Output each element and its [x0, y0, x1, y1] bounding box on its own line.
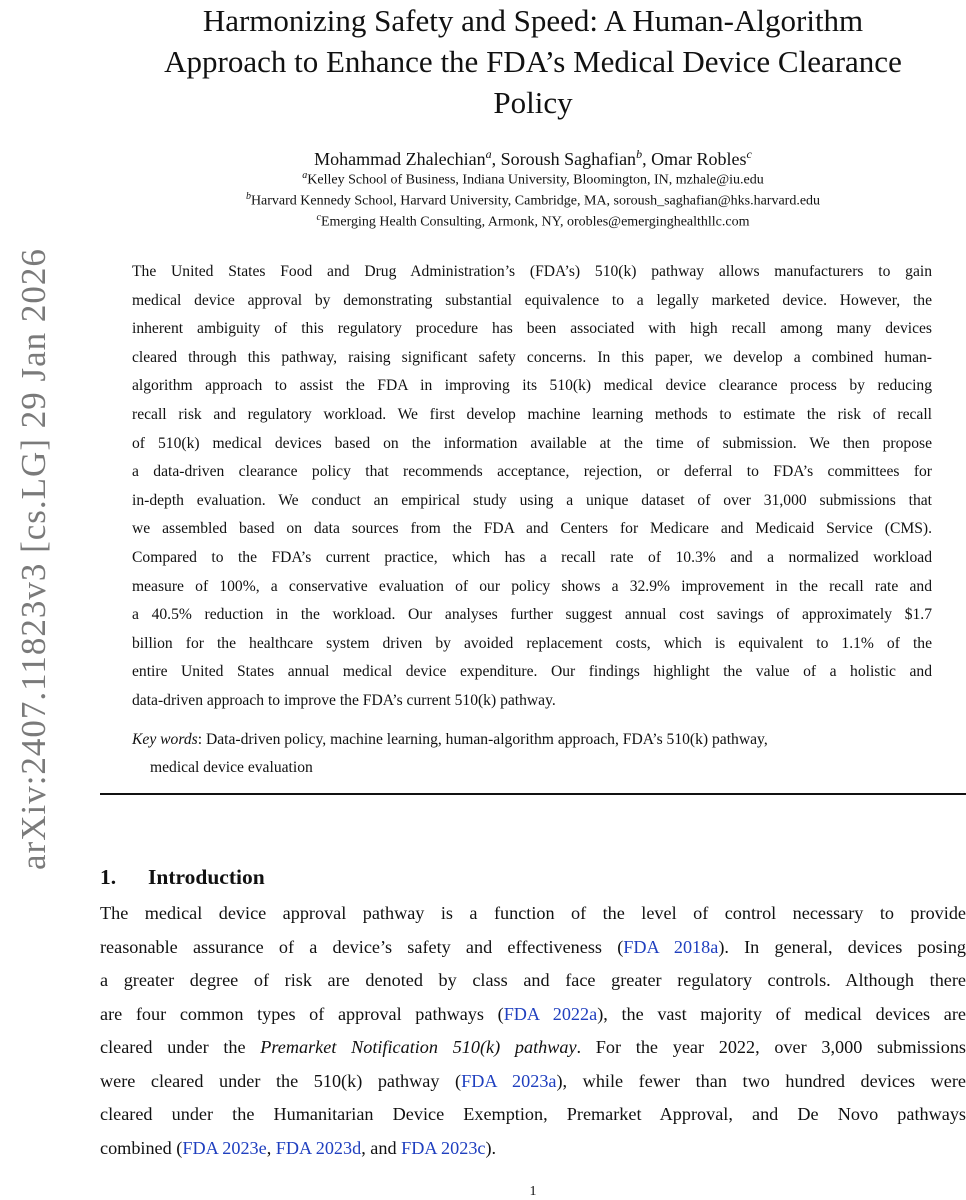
section-title: Introduction	[148, 865, 265, 889]
keywords-label: Key words	[132, 731, 198, 748]
abstract-line: Compared to the FDA’s current practice, which has a recall rate of 10.3% and a normalized workload	[132, 548, 932, 566]
intro-line	[100, 931, 966, 965]
affiliation	[100, 188, 966, 211]
abstract-line: billion for the healthcare system driven by avoided replacement costs, which is equivalent to 1.1% of the	[132, 634, 932, 652]
intro-text: ), the vast majority of medical devices are	[597, 1003, 966, 1024]
intro-line	[100, 1065, 966, 1099]
intro-text: combined (	[100, 1137, 183, 1158]
affiliation-mark: a	[302, 170, 308, 181]
citation-link[interactable]: FDA 2023e	[182, 1137, 267, 1158]
keywords-text: medical device evaluation	[150, 759, 313, 776]
intro-text: ).	[485, 1137, 497, 1158]
affiliation	[100, 167, 966, 190]
abstract-line: entire United States annual medical device expenditure. Our findings highlight the value of a holistic and	[132, 663, 932, 681]
abstract	[132, 258, 932, 716]
intro-emphasis: Premarket Notification 510(k) pathway	[260, 1037, 577, 1057]
affiliation-mark: c	[316, 212, 321, 223]
abstract-line: recall risk and regulatory workload. We first develop machine learning methods to estimate the risk of recall	[132, 405, 932, 423]
affiliation-text: Kelley School of Business, Indiana University, Bloomington, IN, mzhale@iu.edu	[307, 172, 764, 188]
author-affil-mark: c	[746, 147, 752, 161]
citation-link[interactable]: FDA 2023d	[275, 1137, 362, 1158]
intro-line: The medical device approval pathway is a function of the level of control necessary to provide	[100, 903, 966, 923]
abstract-line: cleared through this pathway, raising significant safety concerns. In this paper, we develop a combined human-	[132, 348, 932, 366]
page-number: 1	[529, 1184, 537, 1199]
title-line: Harmonizing Safety and Speed: A Human-Algorithm	[202, 3, 864, 38]
intro-text: ,	[266, 1137, 276, 1158]
intro-line: a greater degree of risk are denoted by class and face greater regulatory controls. Although there	[100, 970, 966, 990]
abstract-line: a data-driven clearance policy that recommends acceptance, rejection, or deferral to FDA’s committees for	[132, 463, 932, 481]
author-list	[100, 143, 966, 170]
intro-text: were cleared under the 510(k) pathway (	[100, 1070, 462, 1091]
citation-link[interactable]: FDA 2022a	[503, 1003, 598, 1024]
keywords-colon: :	[197, 731, 206, 748]
intro-text: ). In general, devices posing	[718, 936, 966, 957]
citation-link[interactable]: FDA 2018a	[623, 936, 719, 957]
title-line: Approach to Enhance the FDA’s Medical Device Clearance	[164, 44, 902, 79]
intro-text: , and	[361, 1137, 402, 1158]
section-number: 1.	[100, 865, 117, 889]
affiliation-text: Emerging Health Consulting, Armonk, NY, orobles@emerginghealthllc.com	[320, 214, 750, 230]
intro-text: reasonable assurance of a device’s safety and effectiveness (	[100, 936, 624, 957]
abstract-line: we assembled based on data sources from the FDA and Centers for Medicare and Medicaid Service (CMS).	[132, 520, 932, 538]
title-line: Policy	[493, 85, 573, 120]
abstract-line: a 40.5% reduction in the workload. Our analyses further suggest annual cost savings of approximately $1.7	[132, 606, 932, 624]
abstract-line: The United States Food and Drug Administration’s (FDA’s) 510(k) pathway allows manufacturers to gain	[132, 263, 932, 280]
abstract-line: data-driven approach to improve the FDA’s current 510(k) pathway.	[132, 691, 556, 709]
intro-line	[100, 998, 966, 1032]
intro-line	[100, 1132, 966, 1166]
intro-line	[100, 1031, 966, 1065]
abstract-line: measure of 100%, a conservative evaluation of our policy shows a 32.9% improvement in the recall rate and	[132, 577, 932, 595]
author-affil-mark: b	[636, 147, 643, 161]
citation-link[interactable]: FDA 2023a	[461, 1070, 557, 1091]
keywords-block	[132, 726, 932, 782]
intro-text: cleared under the	[100, 1037, 261, 1057]
paper-title	[100, 0, 966, 123]
section-heading	[100, 862, 265, 892]
author-separator: ,	[642, 149, 652, 169]
affiliation	[100, 209, 966, 232]
author-name: Soroush Saghafian	[500, 149, 637, 169]
affiliation-text: Harvard Kennedy School, Harvard University, Cambridge, MA, soroush_saghafian@hks.harvard.edu	[250, 193, 821, 209]
intro-text: are four common types of approval pathways (	[100, 1003, 504, 1024]
abstract-line: inherent ambiguity of this regulatory procedure has been associated with high recall among many devices	[132, 320, 932, 338]
intro-line: cleared under the Humanitarian Device Exemption, Premarket Approval, and De Novo pathways	[100, 1104, 966, 1124]
arxiv-identifier-stamp: arXiv:2407.11823v3 [cs.LG] 29 Jan 2026	[14, 248, 53, 870]
affiliation-mark: b	[245, 191, 251, 202]
keywords-text: Data-driven policy, machine learning, human-algorithm approach, FDA’s 510(k) pathway,	[205, 731, 768, 748]
abstract-line: medical device approval by demonstrating substantial equivalence to a legally marketed device. However, the	[132, 291, 932, 309]
author-name: Mohammad Zhalechian	[314, 149, 486, 169]
intro-text: ), while fewer than two hundred devices were	[556, 1070, 966, 1091]
intro-text: . For the year 2022, over 3,000 submissions	[576, 1037, 966, 1057]
author-name: Omar Robles	[651, 149, 747, 169]
section-divider	[100, 793, 966, 795]
author-separator: ,	[491, 149, 501, 169]
author-affil-mark: a	[485, 147, 492, 161]
abstract-line: of 510(k) medical devices based on the information available at the time of submission. We then propose	[132, 434, 932, 452]
abstract-line: in-depth evaluation. We conduct an empirical study using a unique dataset of over 31,000 submissions that	[132, 491, 932, 509]
citation-link[interactable]: FDA 2023c	[401, 1137, 486, 1158]
intro-paragraph	[100, 897, 966, 1165]
abstract-line: algorithm approach to assist the FDA in improving its 510(k) medical device clearance process by reducing	[132, 377, 932, 395]
